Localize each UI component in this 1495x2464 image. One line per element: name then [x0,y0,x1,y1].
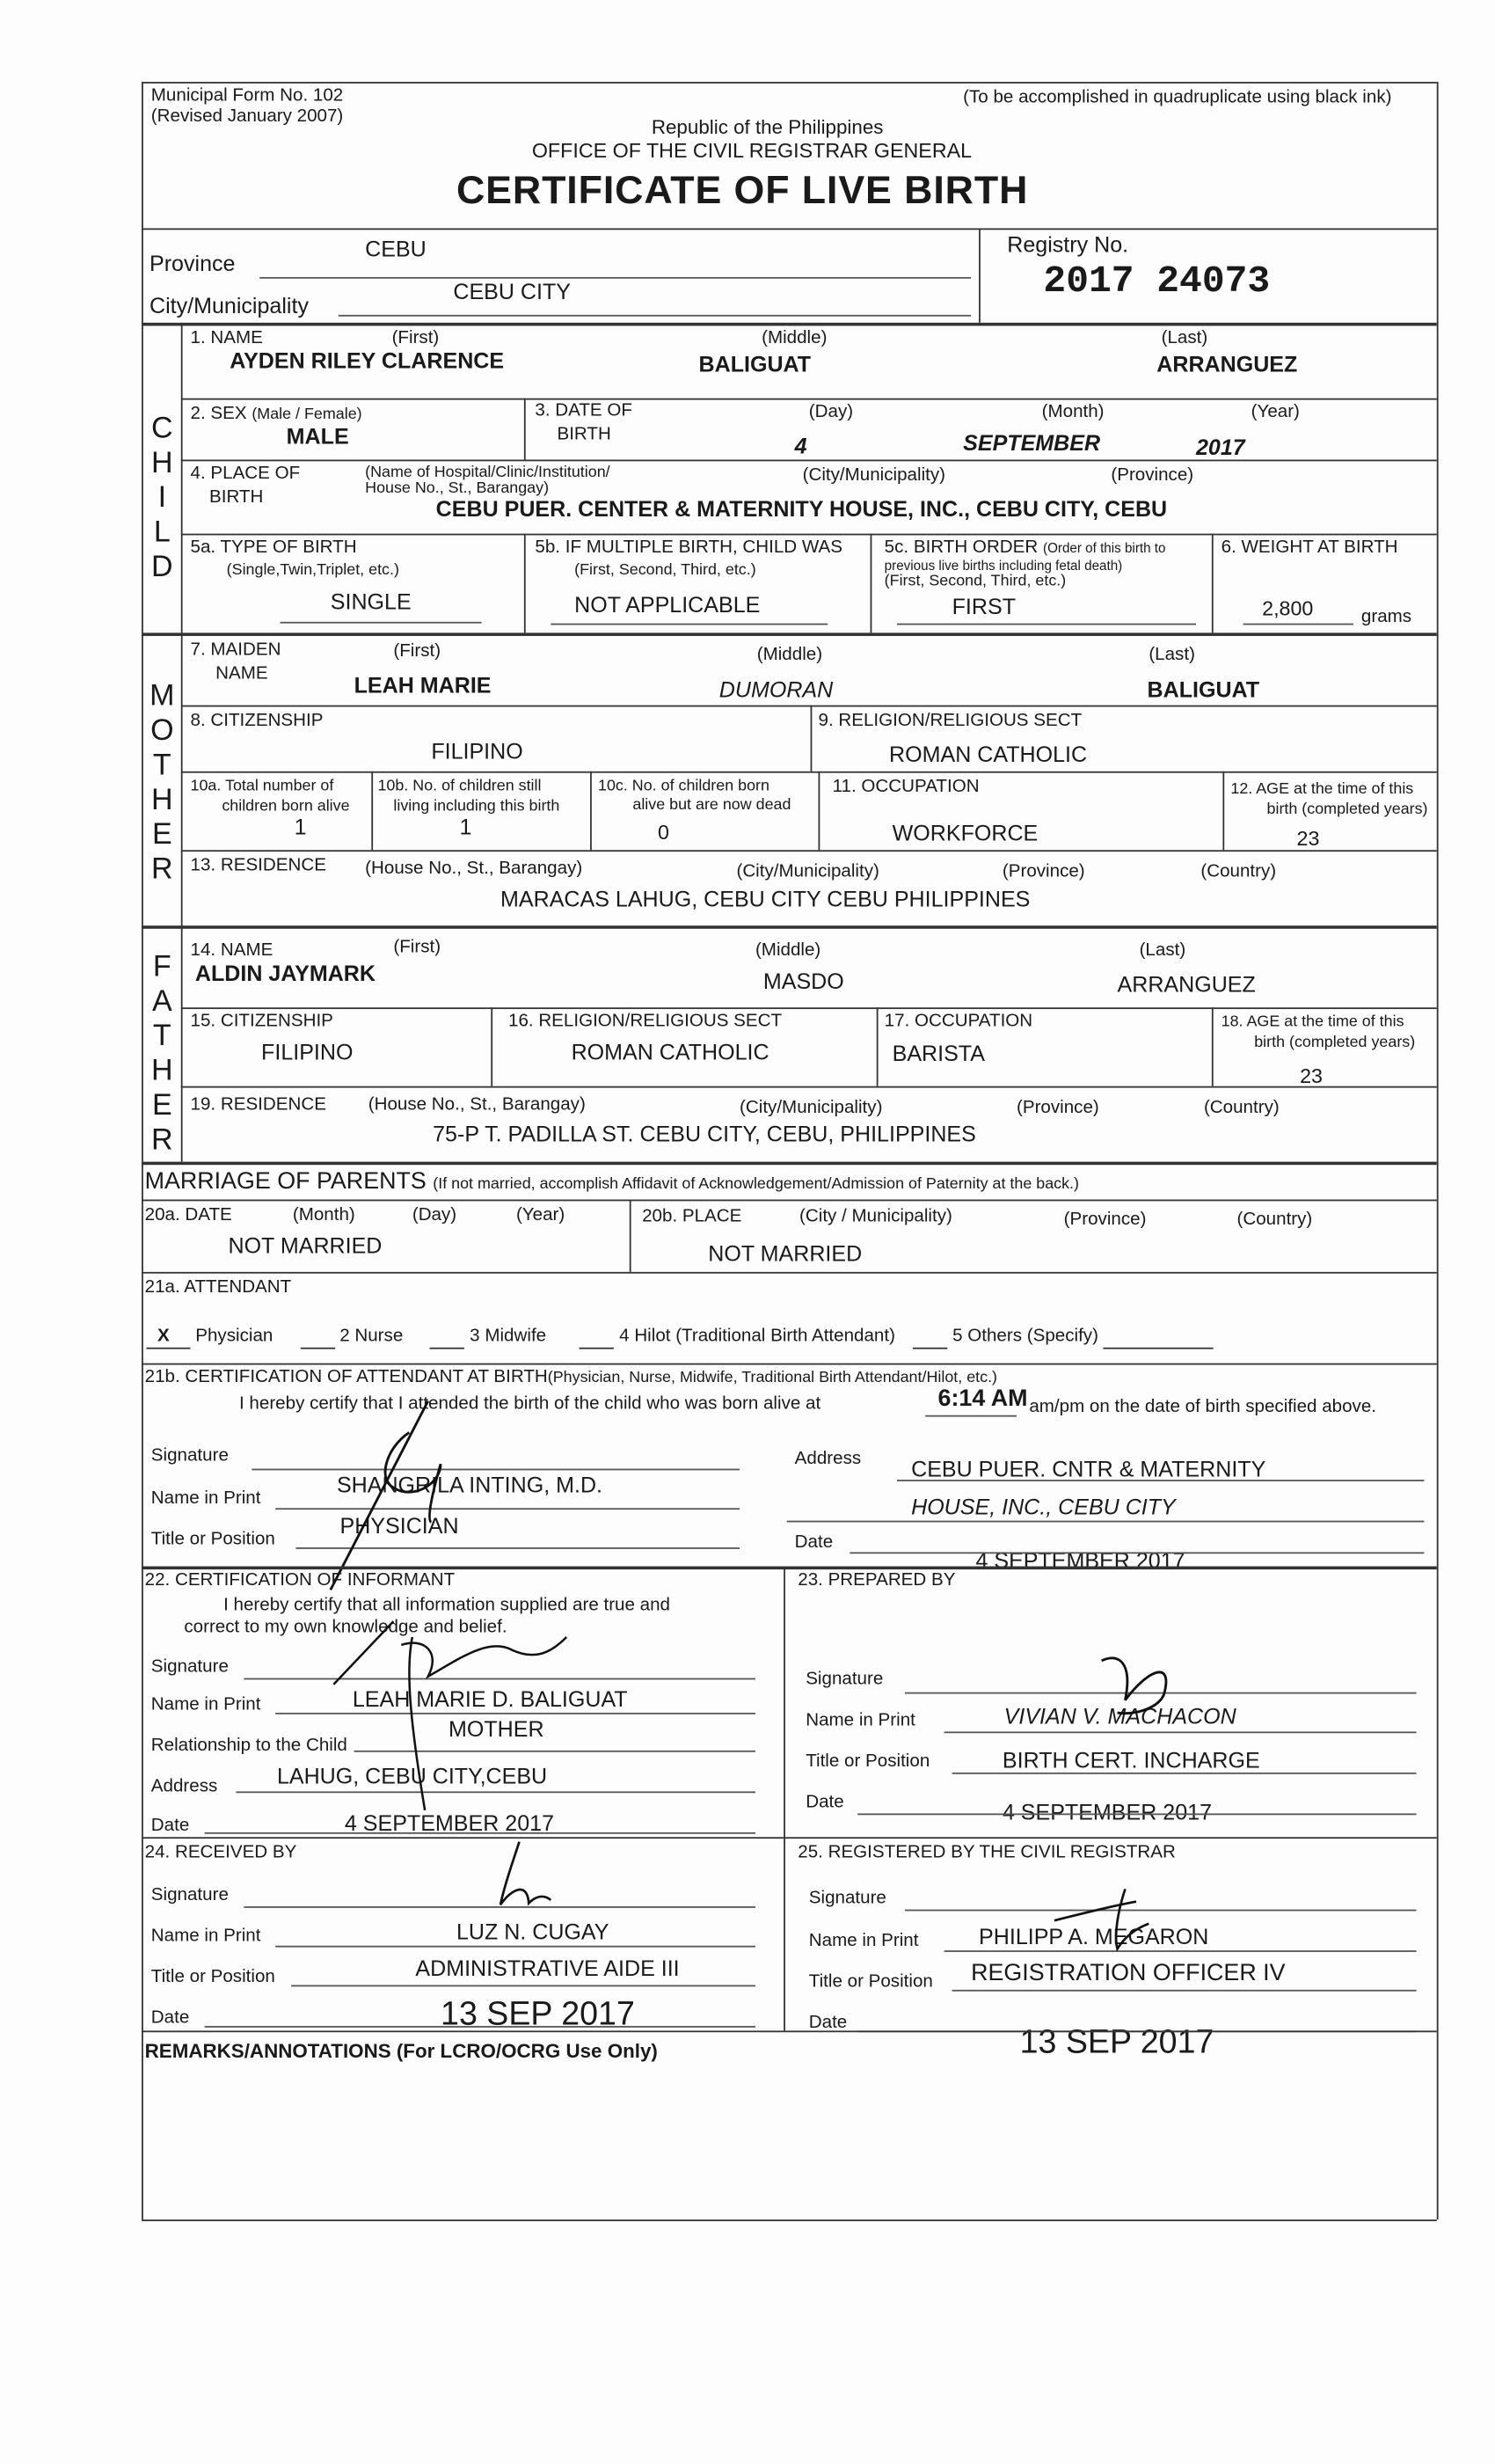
label: (Middle) [755,941,821,961]
label: (Province) [1111,465,1194,486]
label: Address [794,1450,862,1469]
label: 22. CERTIFICATION OF INFORMANT [144,1570,456,1590]
preparer-signature [1086,1637,1212,1731]
label: 19. RESIDENCE [190,1095,326,1115]
statement: am/pm on the date of birth specified above. [1029,1398,1377,1417]
hint: (Order of this birth to [1042,539,1166,556]
child-sex: MALE [286,423,349,449]
weight-unit: grams [1360,607,1412,627]
informant-address: LAHUG, CEBU CITY,CEBU [276,1763,548,1788]
underline [291,1985,755,1987]
attendant-address: CEBU PUER. CNTR & MATERNITY [911,1456,1266,1481]
underline [944,1950,1417,1952]
label: 1. NAME [190,328,263,348]
form-revision: (Revised January 2007) [150,106,344,127]
informant-date: 4 SEPTEMBER 2017 [344,1810,555,1836]
birth-time: 6:14 AM [937,1385,1028,1413]
label: 10b. No. of children still [377,777,542,795]
marriage-place: NOT MARRIED [708,1240,863,1266]
preparer-date: 4 SEPTEMBER 2017 [1002,1799,1213,1824]
label: (Middle) [756,645,823,665]
option-label: 5 Others (Specify) [952,1327,1098,1346]
label: 10c. No. of children born [597,777,769,795]
divider [181,460,1437,462]
label: 2. SEX [190,404,247,424]
label: 17. OCCUPATION [884,1012,1033,1032]
label: BIRTH [557,425,611,444]
divider [142,632,1437,636]
label: 8. CITIZENSHIP [190,711,324,731]
divider [811,706,813,771]
hint: (House No., St., Barangay) [365,859,583,879]
label: 12. AGE at the time of this [1230,780,1414,799]
label: alive but are now dead [632,796,791,815]
hint: (First, Second, Third, etc.) [884,573,1067,591]
label: birth (completed years) [1266,801,1428,819]
statement: I hereby certify that I attended the birth of the child who was born alive at [238,1394,821,1414]
type-of-birth: SINGLE [330,589,412,614]
label: (Month) [1041,403,1105,422]
label: (Province) [1002,862,1085,882]
section-father [142,951,183,1159]
label: Date [794,1532,834,1553]
others-specify-field[interactable] [1104,1327,1214,1349]
label: Name in Print [150,1488,261,1509]
informant-relationship: MOTHER [448,1715,544,1742]
divider [181,771,1437,773]
divider [181,1086,1437,1088]
label: 25. REGISTERED BY THE CIVIL REGISTRAR [798,1843,1176,1862]
father-occupation: BARISTA [892,1040,985,1066]
attendant-title: PHYSICIAN [339,1512,459,1539]
divider [142,2030,1437,2032]
section-letter: E [151,818,172,852]
divider [142,925,1437,929]
section-letter: C [151,412,173,446]
hint: (If not married, accomplish Affidavit of Acknowledgement/Admission of Paternity at the back.) [433,1175,1079,1194]
informant-signature [315,1590,582,1825]
child-last-name: ARRANGUEZ [1156,351,1298,377]
father-first-name: ALDIN JAYMARK [194,960,376,986]
registry-number: 2017 24073 [1043,261,1271,304]
children-born-alive: 1 [294,814,307,839]
attendant-name: SHANGRILA INTING, M.D. [336,1472,603,1497]
label: (Province) [1063,1210,1147,1230]
ink-instruction: (To be accomplished in quadruplicate using black ink) [963,88,1392,107]
label: Signature [150,1657,229,1677]
option-label: Physician [195,1327,273,1346]
label: 18. AGE at the time of this [1221,1013,1404,1032]
preparer-name: VIVIAN V. MACHACON [1003,1703,1236,1729]
label: Signature [806,1670,884,1690]
mother-residence: MARACAS LAHUG, CEBU CITY CEBU PHILIPPINES [500,886,1031,912]
label: (Country) [1200,862,1277,882]
label: (Last) [1139,941,1186,961]
place-of-birth: CEBU PUER. CENTER & MATERNITY HOUSE, INC., CEBU CITY, CEBU [435,495,1168,522]
registrar-title: REGISTRATION OFFICER IV [971,1959,1286,1987]
border [142,2219,1437,2221]
label: BIRTH [208,487,264,508]
divider [142,1567,1437,1570]
section-letter: R [151,852,173,887]
divider [142,1272,1437,1274]
label: Name in Print [806,1711,915,1730]
underline [944,1731,1417,1733]
section-letter: F [152,950,171,984]
label: 7. MAIDEN [190,640,281,660]
birth-day: 4 [794,433,807,458]
underline [275,1946,755,1948]
label: NAME [215,664,268,684]
label: (Last) [1149,645,1195,665]
divider [142,1200,1437,1202]
receiver-signature [472,1834,566,1912]
hint: (Male / Female) [252,406,362,424]
underline [857,1813,1416,1815]
birth-weight: 2,800 [1262,596,1314,621]
label: Date [150,2008,190,2028]
receiver-name: LUZ N. CUGAY [456,1919,609,1944]
label: 14. NAME [190,941,273,961]
label: Relationship to the Child [150,1736,347,1756]
form-number: Municipal Form No. 102 [150,86,344,106]
mother-first-name: LEAH MARIE [354,672,492,698]
registrar-name: PHILIPP A. MEGARON [979,1923,1209,1949]
received-date-stamp: 13 SEP 2017 [441,1996,635,2033]
attendant-options [146,1327,1214,1349]
statement: I hereby certify that all information supplied are true and [223,1596,671,1615]
registrar-signature [1039,1873,1164,1951]
father-last-name: ARRANGUEZ [1117,971,1256,997]
option-label: 3 Midwife [470,1327,547,1346]
checkbox-midwife[interactable] [430,1327,464,1349]
label: living including this birth [393,798,560,815]
hint: (Physician, Nurse, Midwife, Traditional Birth Attendant/Hilot, etc.) [547,1369,998,1387]
attendant-date: 4 SEPTEMBER 2017 [975,1547,1185,1573]
divider [181,398,1437,400]
label: (First) [391,328,440,348]
registry-label: Registry No. [1007,231,1129,257]
hint: (Single,Twin,Triplet, etc.) [226,561,399,580]
label: (City/Municipality) [740,1099,883,1118]
office: OFFICE OF THE CIVIL REGISTRAR GENERAL [531,138,973,163]
label: (Year) [1251,403,1300,422]
divider [181,534,1437,536]
attendant-address: HOUSE, INC., CEBU CITY [911,1494,1176,1519]
label: 20a. DATE [144,1205,232,1225]
label: (Country) [1236,1210,1313,1230]
divider [1212,534,1214,633]
label: 13. RESIDENCE [190,856,326,875]
divider [491,1007,492,1086]
father-residence: 75-P T. PADILLA ST. CEBU CITY, CEBU, PHILIPPINES [433,1121,976,1146]
divider [142,1837,1437,1839]
divider [590,771,592,850]
label: (Country) [1203,1099,1280,1118]
label: 24. RECEIVED BY [144,1843,297,1862]
divider [630,1200,631,1272]
checkbox-physician[interactable] [146,1327,190,1349]
mother-age: 23 [1296,826,1320,851]
father-age: 23 [1300,1064,1323,1088]
remarks-field[interactable] [150,2070,1427,2212]
label: 5b. IF MULTIPLE BIRTH, CHILD WAS [535,537,842,558]
label: 20b. PLACE [642,1207,742,1226]
section-letter: E [151,1089,172,1122]
divider [524,534,526,633]
label: (City/Municipality) [736,862,879,882]
label: Name in Print [150,1695,261,1715]
label: 6. WEIGHT AT BIRTH [1221,537,1398,558]
divider [142,323,1437,326]
check-mark: X [157,1327,170,1346]
label: (Month) [292,1205,355,1225]
underline [897,624,1196,625]
father-citizenship: FILIPINO [261,1039,354,1064]
label: children born alive [222,798,350,815]
birth-order: FIRST [952,593,1017,619]
divider [1212,1007,1214,1086]
section-letter: D [151,551,173,584]
label: (City/Municipality) [802,465,946,486]
label: Name in Print [150,1927,261,1946]
birth-year: 2017 [1195,434,1245,460]
label: (Province) [1016,1099,1099,1118]
underline [897,1480,1424,1481]
option-label: 4 Hilot (Traditional Birth Attendant) [619,1327,895,1346]
border [1437,82,1439,2219]
label: Date [150,1817,190,1836]
label [191,405,362,425]
checkbox-others[interactable] [913,1327,947,1349]
republic: Republic of the Philippines [651,116,884,139]
section-child [142,413,183,586]
divider [784,1567,785,2031]
label: (Last) [1161,328,1208,348]
label: Name in Print [808,1931,919,1951]
province-label: Province [149,250,236,276]
divider [142,1162,1437,1166]
section-letter: T [152,1020,171,1054]
underline [339,315,971,317]
label: Signature [808,1889,886,1908]
children-dead: 0 [657,820,669,844]
mother-middle-name: DUMORAN [718,676,834,703]
divider [142,1364,1437,1365]
label: 23. PREPARED BY [798,1570,956,1590]
marriage-date: NOT MARRIED [228,1232,383,1258]
label: Title or Position [150,1967,275,1987]
label: 9. RELIGION/RELIGIOUS SECT [818,711,1083,731]
label: (Day) [412,1205,457,1225]
mother-last-name: BALIGUAT [1147,676,1260,703]
underline [850,1552,1424,1554]
label: Date [806,1793,844,1812]
marriage-title: MARRIAGE OF PARENTS [144,1167,427,1195]
label: 21a. ATTENDANT [144,1278,292,1298]
label: Signature [150,1885,229,1905]
label: 11. OCCUPATION [832,777,980,797]
hint: (First, Second, Third, etc.) [574,561,756,580]
label: (Day) [808,403,854,422]
label: (Middle) [762,328,828,348]
underline [551,624,828,625]
multiple-birth: NOT APPLICABLE [574,591,761,618]
border [142,82,1437,84]
label: Title or Position [806,1751,930,1772]
child-middle-name: BALIGUAT [698,351,812,377]
label: Title or Position [150,1530,275,1549]
mother-citizenship: FILIPINO [431,738,523,764]
label: 10a. Total number of [190,777,334,795]
divider [181,850,1437,852]
section-letter: T [152,749,171,783]
section-letter: H [151,784,173,817]
divider [979,228,981,322]
remarks-label: REMARKS/ANNOTATIONS (For LCRO/OCRG Use Only) [144,2040,658,2063]
label: 21b. CERTIFICATION OF ATTENDANT AT BIRTH [144,1368,548,1387]
label: Date [808,2013,848,2033]
section-letter: O [150,714,174,748]
checkbox-nurse[interactable] [300,1327,334,1349]
section-mother [142,680,183,888]
divider [1222,771,1224,850]
section-letter: M [150,680,175,713]
section-letter: I [157,481,167,515]
label: 15. CITIZENSHIP [190,1012,333,1032]
underline [952,1773,1417,1774]
label: (City / Municipality) [799,1207,952,1226]
divider [181,706,1437,707]
divider [181,1007,1437,1009]
divider [871,534,872,633]
underline [925,1415,1017,1417]
checkbox-hilot[interactable] [580,1327,614,1349]
divider [524,398,526,460]
section-letter: H [151,447,173,480]
label: 5a. TYPE OF BIRTH [190,537,357,558]
hint: House No., St., Barangay) [365,479,550,498]
label: (First) [393,642,441,662]
children-living: 1 [459,814,472,839]
hint: (House No., St., Barangay) [368,1095,586,1115]
city-label: City/Municipality [149,292,309,318]
mother-religion: ROMAN CATHOLIC [889,741,1088,767]
father-middle-name: MASDO [762,968,844,994]
underline [1243,624,1353,625]
label: Title or Position [808,1972,933,1992]
registered-date-stamp: 13 SEP 2017 [1019,2024,1214,2061]
label: birth (completed years) [1254,1034,1416,1052]
receiver-title: ADMINISTRATIVE AIDE III [415,1955,680,1981]
label: 3. DATE OF [535,401,632,420]
section-letter: H [151,1054,173,1088]
section-letter: A [151,985,172,1019]
underline [952,1990,1417,1992]
label: 4. PLACE OF [190,464,301,484]
label: 5c. BIRTH ORDER [884,537,1039,558]
label: (Year) [515,1205,565,1225]
birth-month: SEPTEMBER [963,429,1101,456]
section-letter: R [151,1123,173,1158]
informant-name: LEAH MARIE D. BALIGUAT [352,1685,628,1712]
statement: correct to my own knowledge and belief. [184,1618,507,1638]
underline [259,277,971,279]
underline [281,622,482,624]
label: 16. RELIGION/RELIGIOUS SECT [507,1012,783,1032]
mother-occupation: WORKFORCE [892,820,1039,845]
label: (First) [393,938,441,957]
option-label: 2 Nurse [339,1327,404,1346]
divider [819,771,820,850]
section-letter: L [153,515,171,550]
divider [877,1007,879,1086]
underline [205,2026,755,2028]
hint: previous live births including fetal death) [884,557,1123,574]
province-value: CEBU [365,236,427,262]
father-religion: ROMAN CATHOLIC [571,1039,769,1064]
preparer-title: BIRTH CERT. INCHARGE [1002,1747,1260,1773]
label: Address [150,1777,218,1796]
city-value: CEBU CITY [453,278,572,304]
underline [787,1521,1425,1523]
label: Signature [150,1446,229,1466]
divider [371,771,373,850]
hint: (Name of Hospital/Clinic/Institution/ [365,464,610,482]
document-title: CERTIFICATE OF LIVE BIRTH [456,168,1029,213]
divider [142,228,1437,230]
child-first-name: AYDEN RILEY CLARENCE [230,347,505,374]
